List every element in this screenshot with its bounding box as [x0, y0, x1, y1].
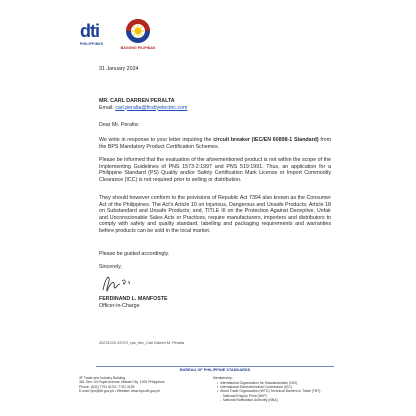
paragraph-1	[99, 137, 331, 150]
closing-line: Please be guided accordingly.	[99, 251, 170, 257]
membership-item: • International Electrotechnical Commission (IEC)	[217, 385, 333, 389]
membership-item: • International Organization for Standardization (ISO)	[217, 381, 333, 385]
reference-code: 20231220-15703_cps_fmc_Carl Darren M. Peralta	[99, 341, 185, 345]
email-label: Email:	[99, 104, 114, 111]
membership-subitem: - National Enquiry Point (NEP)	[217, 394, 333, 398]
paragraph-1-intro: We write in response to your letter inquiring the	[99, 137, 214, 143]
address-line: Phone: (632) 7791.3133 / 7751.3135	[79, 384, 135, 389]
dti-logo-word: dti	[80, 21, 99, 41]
bagong-pilipinas-emblem-icon	[116, 18, 160, 46]
valediction: Sincerely,	[99, 264, 122, 270]
bagong-pilipinas-logo	[116, 18, 160, 52]
bagong-pilipinas-subtext: BAGONG PILIPINAS	[120, 46, 156, 50]
signer-name: FERDINAND L. MANFOSTE	[99, 296, 168, 302]
address-line: 361 Sen. Gil Puyat Avenue, Makati City, 1200 Philippines	[79, 380, 165, 385]
paragraph-3: They should however conform to the provisions of Republic Act 7394 also known as the Consumer Act of the Philippines. The Act's Article 10 on Injurious, Dangerous and Unsafe Products; Article 18 on Substandard and Unsafe Products; and, TITLE III on the Protection Against Deceptive, Unfair and Unconscionable Sales Acts or Practices, require manufacturers, importers and distributors to comply with safety and quality standard, labelling and packaging requirements and warranties before products can be sold in the local market.	[99, 195, 331, 234]
membership-subitem: - National Notification Authority (NNA)	[217, 398, 333, 402]
footer-address	[79, 376, 199, 393]
dti-logo	[80, 22, 114, 50]
address-line: E-mail: bps@dti.gov.ph • Website: www.bps.dti.gov.ph	[79, 388, 160, 393]
recipient-email-row	[99, 105, 331, 112]
footer-membership	[213, 376, 333, 402]
dti-logo-subtext: PHILIPPINES	[80, 42, 104, 46]
membership-label: Membership:	[213, 376, 233, 380]
membership-item: • World Trade Organization (WTO) Technical Barriers to Trade (TBT)	[217, 389, 333, 393]
salutation: Dear Mr. Peralta:	[99, 122, 140, 128]
membership-list	[213, 381, 333, 402]
recipient-name: MR. CARL DARREN PERALTA	[99, 98, 175, 104]
paragraph-2: Please be informed that the evaluation of the aforementioned product is not within the scope of the Implementing Guidelines of PNS 1573-2:1997 and PNS 519:1991. Thus, an application for a Philippine Standard (PS) Quality and/or Safety Certification Mark License or Import Commodity Clearance (ICC) is not required prior to selling or distribution.	[99, 157, 331, 183]
product-name: circuit breaker (IEC/EN 60898-1 Standard)	[213, 137, 319, 143]
letter-date: 31 January 2024	[99, 66, 139, 72]
signer-block	[99, 296, 331, 309]
recipient-email-link[interactable]: carl.peralta@firstlyelectric.com	[115, 104, 188, 111]
bureau-name: BUREAU OF PHILIPPINE STANDARDS	[179, 368, 251, 372]
handwritten-signature	[97, 272, 137, 294]
address-line: 3F Trade and Industry Building	[79, 376, 126, 380]
paragraph-1-rest: from the BPS Mandatory Product Certification Schemes.	[99, 137, 331, 150]
footer-divider	[96, 366, 334, 373]
signer-title: Officer-in-Charge	[99, 302, 140, 309]
recipient-block	[99, 98, 331, 111]
